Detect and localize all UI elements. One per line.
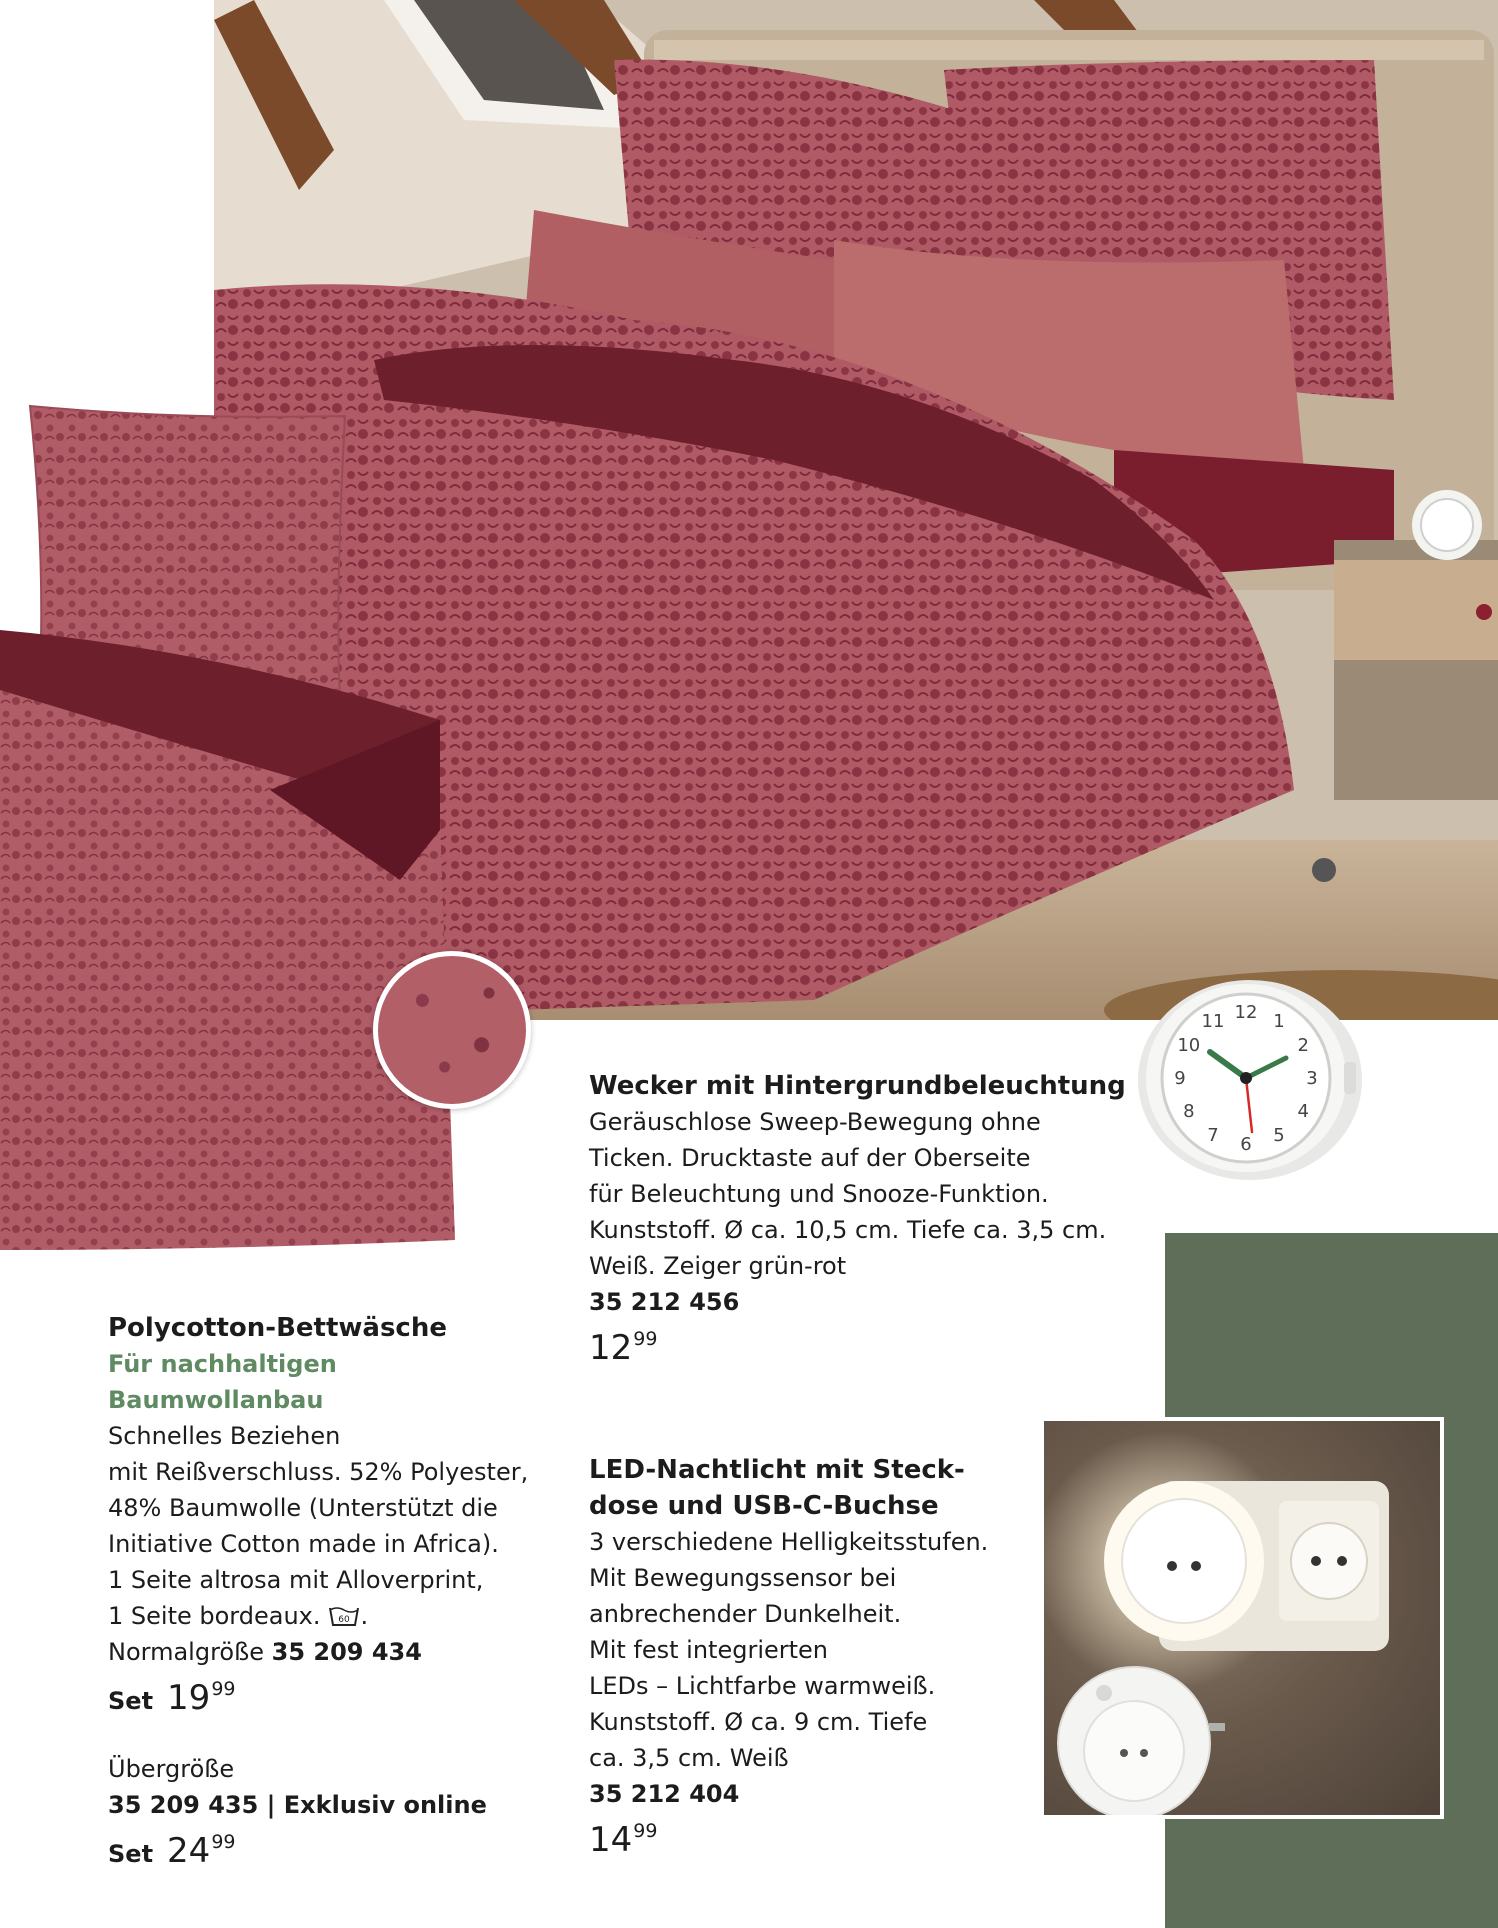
bedding-desc-line: mit Reißverschluss. 52% Polyester, [108,1458,529,1486]
bedding-price2 [108,1833,538,1874]
nightlight-title-line2: dose und USB-C-Buchse [589,1491,939,1521]
size1-label: Normalgröße [108,1638,264,1666]
clock-dial-number: 5 [1273,1125,1285,1147]
bedding-desc-line-last [108,1598,538,1634]
price-integer: 24 [167,1831,211,1871]
price-decimal: 99 [211,1831,236,1853]
bedding-subtitle-line2: Baumwollanbau [108,1386,324,1414]
bedding-desc-line: 48% Baumwolle (Unterstützt die [108,1494,498,1522]
clock-desc-line: Weiß. Zeiger grün-rot [589,1252,847,1280]
fabric-detail-circle [373,951,531,1109]
nightlight-desc-line: Mit fest integrierten [589,1636,829,1664]
price-decimal: 99 [633,1328,658,1350]
clock-dial-number: 10 [1177,1035,1201,1056]
bedding-desc-line: Schnelles Beziehen [108,1422,341,1450]
alarm-clock-image [1130,970,1370,1185]
wash-60-icon [328,1605,360,1627]
bedding-title: Polycotton-Bettwäsche [108,1313,447,1343]
price-integer: 19 [167,1678,211,1718]
set-label: Set [108,1687,154,1715]
clock-price [589,1330,1129,1371]
bedding-desc-line: Initiative Cotton made in Africa). [108,1530,499,1558]
price-decimal: 99 [633,1820,658,1842]
nightlight-desc-line: Kunststoff. Ø ca. 9 cm. Tiefe [589,1708,928,1736]
clock-dial-number: 11 [1201,1010,1225,1032]
nightlight-title-line1: LED-Nachtlicht mit Steck- [589,1455,965,1485]
clock-dial-number: 8 [1183,1101,1195,1122]
size2-label: Übergröße [108,1755,235,1783]
clock-title: Wecker mit Hintergrundbeleuchtung [589,1071,1126,1101]
price-integer: 14 [589,1820,633,1860]
price-decimal: 99 [211,1678,236,1700]
clock-dial-number: 1 [1273,1010,1285,1032]
size2-line [108,1787,538,1823]
size2-article-number: 35 209 435 [108,1791,259,1819]
clock-dial-number: 7 [1207,1125,1219,1147]
clock-dial-number: 6 [1240,1134,1252,1155]
clock-dial-number: 9 [1174,1068,1186,1089]
bedding-info [108,1310,538,1874]
nightlight-desc-line: LEDs – Lichtfarbe warmweiß. [589,1672,936,1700]
nightlight-article-number: 35 212 404 [589,1780,740,1808]
size1-article-number: 35 209 434 [271,1638,422,1666]
nightlight-desc-line: anbrechender Dunkelheit. [589,1600,902,1628]
wash-suffix: . [360,1602,369,1630]
clock-dial-number: 2 [1297,1035,1309,1056]
nightlight-info [589,1452,1029,1863]
bedding-subtitle-line1: Für nachhaltigen [108,1350,337,1378]
price-integer: 12 [589,1328,633,1368]
clock-desc-line: für Beleuchtung und Snooze-Funktion. [589,1180,1049,1208]
set-label: Set [108,1840,154,1868]
nightlight-desc-line: 3 verschiedene Helligkeitsstufen. [589,1528,989,1556]
clock-dial-number: 12 [1234,1002,1258,1023]
clock-desc-line: Ticken. Drucktaste auf der Oberseite [589,1144,1031,1172]
nightlight-desc-line: ca. 3,5 cm. Weiß [589,1744,789,1772]
nightlight-photo [1040,1417,1444,1819]
clock-info [589,1068,1129,1371]
size1-line [108,1634,538,1670]
folded-bedding-image [0,400,470,1250]
clock-dial-number: 4 [1297,1101,1309,1122]
wash-temp-label: 60 [338,1615,351,1625]
clock-desc-line: Kunststoff. Ø ca. 10,5 cm. Tiefe ca. 3,5 cm. [589,1216,1107,1244]
nightlight-price [589,1822,1029,1863]
clock-article-number: 35 212 456 [589,1288,740,1316]
wall-socket-scene [1044,1421,1440,1815]
bedding-desc-line: 1 Seite altrosa mit Alloverprint, [108,1566,484,1594]
nightlight-desc-line: Mit Bewegungssensor bei [589,1564,897,1592]
clock-dial-number: 3 [1306,1068,1318,1089]
clock-desc-line: Geräuschlose Sweep-Bewegung ohne [589,1108,1041,1136]
bedding-desc-text: 1 Seite bordeaux. [108,1602,321,1630]
bedding-price1 [108,1680,538,1721]
exclusive-online-note: | Exklusiv online [258,1791,487,1819]
